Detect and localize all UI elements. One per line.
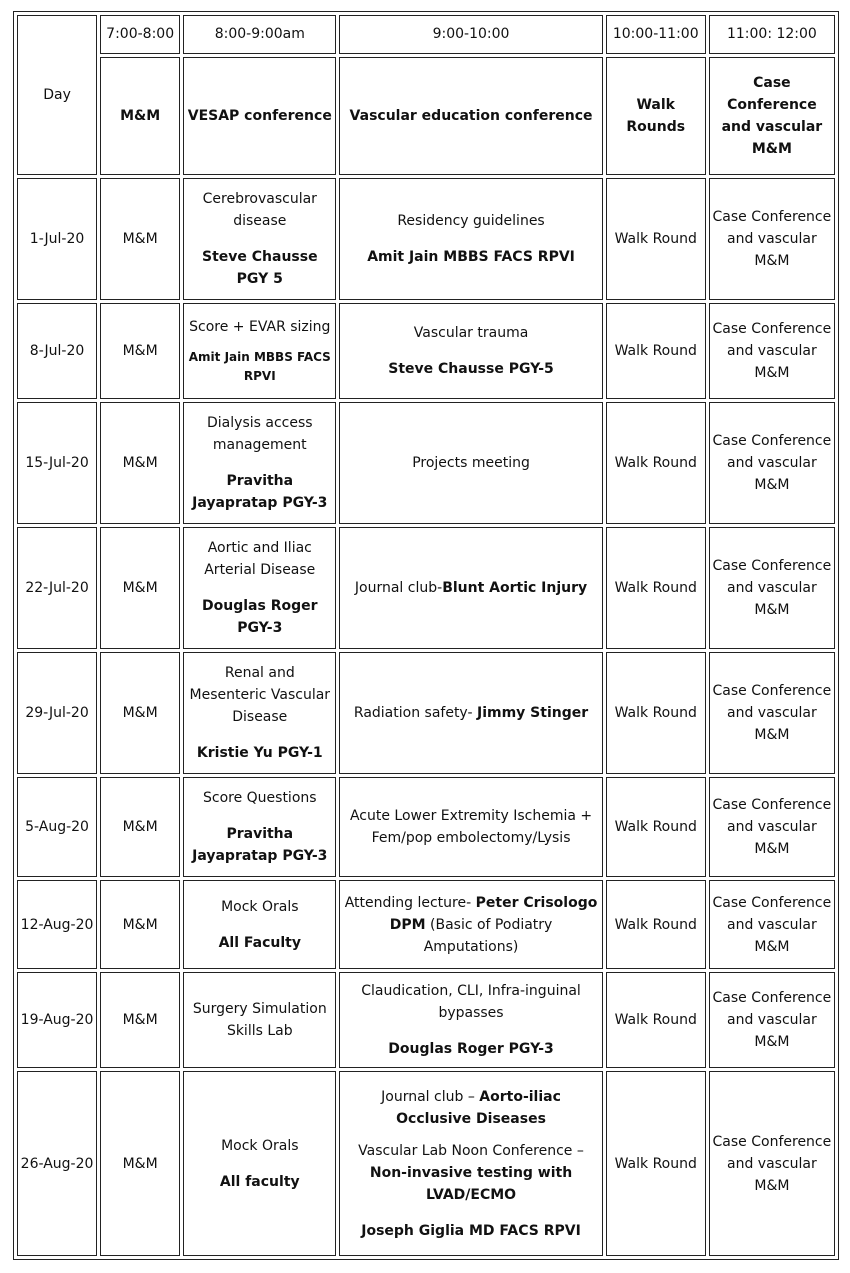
session-walk-header: Walk Rounds bbox=[606, 57, 706, 175]
day-cell: 8-Jul-20 bbox=[17, 303, 97, 399]
table-row bbox=[17, 303, 835, 399]
time-slot-3: 9:00-10:00 bbox=[339, 15, 602, 54]
vesap-speaker: Douglas Roger PGY-3 bbox=[202, 597, 318, 636]
vesap-topic: Cerebrovascular disease bbox=[202, 190, 317, 229]
education-prefix: Journal club- bbox=[354, 579, 443, 596]
schedule-table bbox=[13, 11, 839, 1260]
walk-cell: Walk Round bbox=[606, 1071, 706, 1256]
table-row bbox=[17, 652, 835, 774]
education-prefix: Journal club – bbox=[381, 1088, 480, 1105]
mm-cell: M&M bbox=[100, 777, 180, 877]
mm-cell: M&M bbox=[100, 652, 180, 774]
mm-cell: M&M bbox=[100, 880, 180, 969]
day-cell: 29-Jul-20 bbox=[17, 652, 97, 774]
day-cell: 26-Aug-20 bbox=[17, 1071, 97, 1256]
vesap-speaker: All faculty bbox=[219, 1173, 300, 1190]
walk-cell: Walk Round bbox=[606, 777, 706, 877]
education-speaker: Amit Jain MBBS FACS RPVI bbox=[367, 248, 575, 265]
vesap-cell bbox=[183, 402, 336, 524]
education-cell bbox=[339, 178, 602, 300]
mm-cell: M&M bbox=[100, 303, 180, 399]
table-row bbox=[17, 972, 835, 1068]
case-cell: Case Conference and vascular M&M bbox=[709, 1071, 835, 1256]
case-cell: Case Conference and vascular M&M bbox=[709, 652, 835, 774]
education-prefix: Attending lecture- bbox=[344, 894, 476, 911]
session-case-header: Case Conference and vascular M&M bbox=[709, 57, 835, 175]
vesap-topic: Aortic and Iliac Arterial Disease bbox=[204, 539, 316, 578]
vesap-cell bbox=[183, 880, 336, 969]
case-cell: Case Conference and vascular M&M bbox=[709, 777, 835, 877]
education-cell bbox=[339, 1071, 602, 1256]
education-cell bbox=[339, 972, 602, 1068]
mm-cell: M&M bbox=[100, 527, 180, 649]
walk-cell: Walk Round bbox=[606, 178, 706, 300]
case-cell: Case Conference and vascular M&M bbox=[709, 527, 835, 649]
education-prefix: Radiation safety- bbox=[353, 704, 477, 721]
case-cell: Case Conference and vascular M&M bbox=[709, 402, 835, 524]
vesap-topic: Mock Orals bbox=[221, 898, 299, 915]
time-header-row bbox=[17, 15, 835, 54]
table-row bbox=[17, 402, 835, 524]
education-cell bbox=[339, 880, 602, 969]
session-vesap-header: VESAP conference bbox=[183, 57, 336, 175]
session-header-row bbox=[17, 57, 835, 175]
vesap-topic: Score + EVAR sizing bbox=[189, 318, 331, 335]
education-topic: Vascular trauma bbox=[413, 324, 529, 341]
education-cell: Acute Lower Extremity Ischemia + Fem/pop embolectomy/Lysis bbox=[339, 777, 602, 877]
education-item bbox=[342, 1086, 599, 1130]
day-header: Day bbox=[17, 15, 97, 175]
case-cell: Case Conference and vascular M&M bbox=[709, 880, 835, 969]
session-education-header: Vascular education conference bbox=[339, 57, 602, 175]
vesap-cell bbox=[183, 527, 336, 649]
education-title: Aorto-iliac Occlusive Diseases bbox=[396, 1088, 561, 1127]
education-speaker: Steve Chausse PGY-5 bbox=[388, 360, 554, 377]
vesap-speaker: All Faculty bbox=[218, 934, 301, 951]
time-slot-4: 10:00-11:00 bbox=[606, 15, 706, 54]
table-row bbox=[17, 777, 835, 877]
vesap-speaker: Steve Chausse PGY 5 bbox=[201, 248, 318, 287]
education-topic: Claudication, CLI, Infra-inguinal bypasses bbox=[361, 983, 581, 1022]
vesap-cell bbox=[183, 303, 336, 399]
table-row bbox=[17, 178, 835, 300]
time-slot-1: 7:00-8:00 bbox=[100, 15, 180, 54]
education-cell bbox=[339, 527, 602, 649]
vesap-cell bbox=[183, 652, 336, 774]
walk-cell: Walk Round bbox=[606, 402, 706, 524]
session-mm-header: M&M bbox=[100, 57, 180, 175]
vesap-topic: Score Questions bbox=[202, 789, 317, 806]
education-speaker: Joseph Giglia MD FACS RPVI bbox=[361, 1222, 581, 1239]
day-cell: 19-Aug-20 bbox=[17, 972, 97, 1068]
mm-cell: M&M bbox=[100, 178, 180, 300]
day-cell: 1-Jul-20 bbox=[17, 178, 97, 300]
education-cell bbox=[339, 303, 602, 399]
case-cell: Case Conference and vascular M&M bbox=[709, 972, 835, 1068]
education-title: Non-invasive testing with LVAD/ECMO bbox=[369, 1164, 573, 1203]
day-cell: 5-Aug-20 bbox=[17, 777, 97, 877]
walk-cell: Walk Round bbox=[606, 652, 706, 774]
education-item bbox=[342, 1140, 599, 1206]
day-cell: 15-Jul-20 bbox=[17, 402, 97, 524]
mm-cell: M&M bbox=[100, 1071, 180, 1256]
vesap-speaker: Kristie Yu PGY-1 bbox=[196, 744, 323, 761]
education-cell: Projects meeting bbox=[339, 402, 602, 524]
walk-cell: Walk Round bbox=[606, 972, 706, 1068]
education-cell bbox=[339, 652, 602, 774]
education-speaker: Jimmy Stinger bbox=[476, 704, 589, 721]
vesap-topic: Renal and Mesenteric Vascular Disease bbox=[189, 664, 331, 725]
table-row bbox=[17, 527, 835, 649]
vesap-speaker: Pravitha Jayapratap PGY-3 bbox=[192, 472, 328, 511]
day-cell: 22-Jul-20 bbox=[17, 527, 97, 649]
education-suffix: (Basic of Podiatry Amputations) bbox=[423, 916, 553, 955]
day-cell: 12-Aug-20 bbox=[17, 880, 97, 969]
vesap-cell bbox=[183, 178, 336, 300]
time-slot-2: 8:00-9:00am bbox=[183, 15, 336, 54]
vesap-topic: Mock Orals bbox=[221, 1137, 299, 1154]
walk-cell: Walk Round bbox=[606, 527, 706, 649]
case-cell: Case Conference and vascular M&M bbox=[709, 178, 835, 300]
case-cell: Case Conference and vascular M&M bbox=[709, 303, 835, 399]
time-slot-5: 11:00: 12:00 bbox=[709, 15, 835, 54]
vesap-speaker: Amit Jain MBBS FACS RPVI bbox=[188, 349, 331, 383]
vesap-cell bbox=[183, 1071, 336, 1256]
vesap-cell: Surgery Simulation Skills Lab bbox=[183, 972, 336, 1068]
education-title: Blunt Aortic Injury bbox=[442, 579, 588, 596]
mm-cell: M&M bbox=[100, 972, 180, 1068]
education-speaker: Douglas Roger PGY-3 bbox=[388, 1041, 554, 1058]
walk-cell: Walk Round bbox=[606, 880, 706, 969]
vesap-cell bbox=[183, 777, 336, 877]
walk-cell: Walk Round bbox=[606, 303, 706, 399]
vesap-topic: Dialysis access management bbox=[207, 414, 313, 453]
education-prefix: Vascular Lab Noon Conference – bbox=[358, 1142, 584, 1159]
education-topic: Residency guidelines bbox=[397, 212, 545, 229]
table-row bbox=[17, 880, 835, 969]
table-row bbox=[17, 1071, 835, 1256]
vesap-speaker: Pravitha Jayapratap PGY-3 bbox=[192, 825, 328, 864]
education-speaker: Peter Crisologo DPM bbox=[389, 894, 598, 933]
mm-cell: M&M bbox=[100, 402, 180, 524]
